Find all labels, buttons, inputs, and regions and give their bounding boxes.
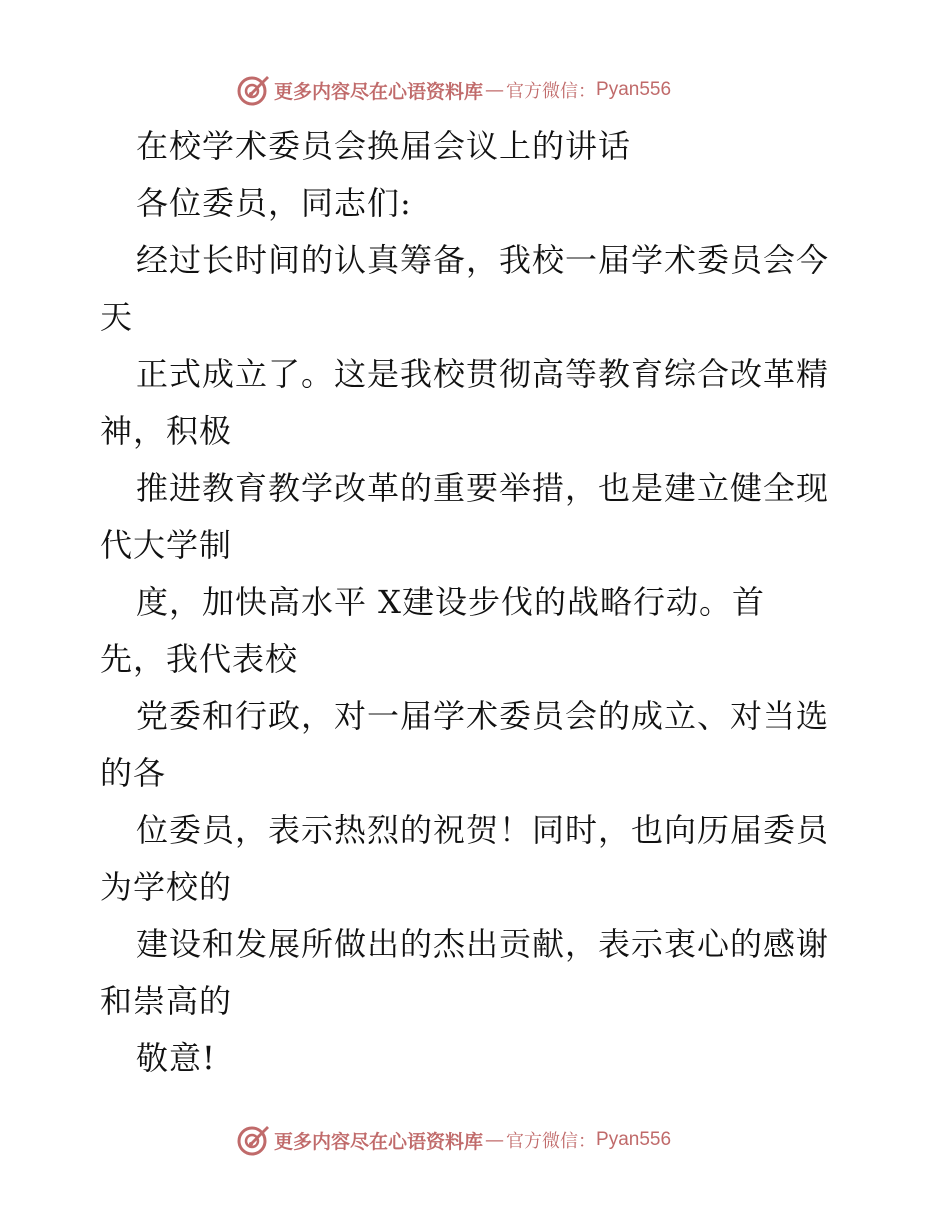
watermark-text: 更多内容尽在心语资料库 bbox=[274, 1130, 484, 1153]
text-line: 先，我代表校 bbox=[100, 640, 299, 678]
watermark-banner-bottom bbox=[236, 1122, 671, 1158]
quill-logo-icon bbox=[236, 1123, 270, 1157]
document-body bbox=[100, 118, 860, 1087]
text-line: 和崇高的 bbox=[100, 982, 233, 1020]
text-line: 度，加快高水平 X建设步伐的战略行动。首 bbox=[136, 583, 765, 621]
watermark-wechat-id: Pyan556 bbox=[596, 1129, 672, 1150]
salutation: 各位委员，同志们: bbox=[136, 184, 412, 222]
text-line: 为学校的 bbox=[100, 868, 233, 906]
text-line: 经过长时间的认真筹备，我校一届学术委员会今 bbox=[136, 241, 830, 279]
text-line: 神，积极 bbox=[100, 412, 233, 450]
text-line: 党委和行政，对一届学术委员会的成立、对当选 bbox=[136, 697, 830, 735]
quill-logo-icon bbox=[236, 73, 270, 107]
watermark-text: 更多内容尽在心语资料库 bbox=[274, 80, 484, 103]
watermark-dash: — bbox=[485, 1129, 505, 1151]
watermark-wechat-label: 官方微信： bbox=[506, 81, 597, 102]
text-line: 代大学制 bbox=[100, 526, 233, 564]
text-line: 敬意! bbox=[136, 1039, 216, 1077]
document-title: 在校学术委员会换届会议上的讲话 bbox=[136, 127, 632, 165]
text-line: 建设和发展所做出的杰出贡献，表示衷心的感谢 bbox=[136, 925, 830, 963]
watermark-banner-top bbox=[236, 72, 671, 108]
watermark-wechat-id: Pyan556 bbox=[596, 79, 672, 100]
text-line: 天 bbox=[100, 298, 134, 336]
text-line: 的各 bbox=[100, 754, 167, 792]
text-line: 位委员，表示热烈的祝贺！同时，也向历届委员 bbox=[136, 811, 830, 849]
text-line: 正式成立了。这是我校贯彻高等教育综合改革精 bbox=[136, 355, 830, 393]
watermark-wechat-label: 官方微信： bbox=[506, 1131, 597, 1152]
watermark-dash: — bbox=[485, 79, 505, 101]
text-line: 推进教育教学改革的重要举措，也是建立健全现 bbox=[136, 469, 830, 507]
